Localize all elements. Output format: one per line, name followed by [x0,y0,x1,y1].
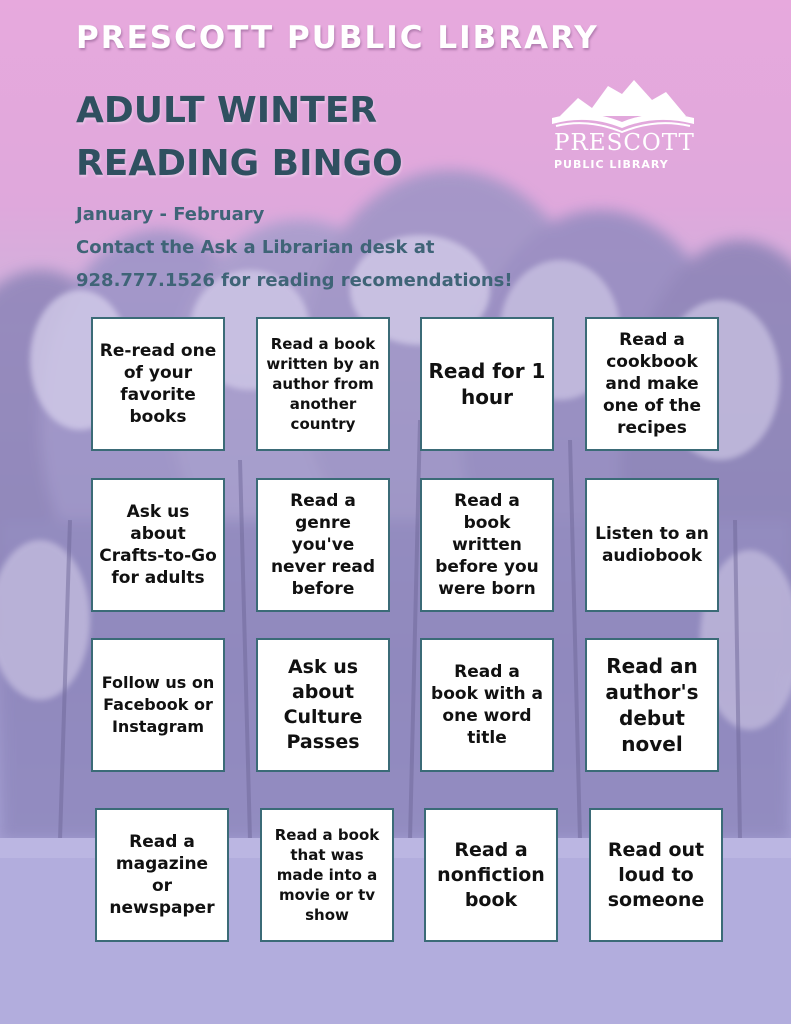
bingo-square[interactable] [260,808,394,942]
bingo-square[interactable] [91,317,225,451]
logo-name: PRESCOTT [554,130,695,156]
bingo-square[interactable] [420,638,554,772]
bingo-square[interactable] [256,478,390,612]
bingo-square-label: Read a cookbook and make one of the recipes [603,330,701,438]
bingo-square-label: Re-read one of your favorite books [99,341,217,427]
bingo-square[interactable] [420,478,554,612]
bingo-square-label: Read a genre you've never read before [270,491,376,599]
bingo-square[interactable] [256,638,390,772]
bingo-square[interactable] [256,317,390,451]
title-line-1: ADULT WINTER [76,90,378,131]
bingo-square-label: Read a nonfiction book [437,838,545,911]
bingo-square-label: Read for 1 hour [428,359,546,409]
bingo-square[interactable] [420,317,554,451]
library-logo [548,78,698,178]
bingo-square-label: Listen to an audiobook [595,524,709,566]
bingo-square[interactable] [91,478,225,612]
bingo-square[interactable] [585,317,719,451]
bingo-square[interactable] [589,808,723,942]
bingo-square-label: Read an author's debut novel [605,654,699,756]
open-book-mountain-icon [548,78,698,134]
library-name-header: PRESCOTT PUBLIC LIBRARY [76,20,599,56]
bingo-square-label: Follow us on Facebook or Instagram [101,673,215,736]
bingo-square[interactable] [585,638,719,772]
bingo-square-label: Ask us about Crafts-to-Go for adults [99,502,217,588]
bingo-square-label: Read a book written by an author from another country [266,335,380,433]
title-line-2: READING BINGO [76,143,403,184]
logo-subtitle: PUBLIC LIBRARY [554,158,669,171]
bingo-square-label: Read a magazine or newspaper [109,832,215,918]
bingo-square-label: Ask us about Culture Passes [283,656,363,753]
bingo-square-label: Read a book with a one word title [431,662,543,748]
bingo-square[interactable] [91,638,225,772]
bingo-square-label: Read a book written before you were born [435,491,539,599]
bingo-square-label: Read out loud to someone [607,838,705,911]
bingo-square-label: Read a book that was made into a movie or tv show [274,826,380,924]
date-range: January - February [76,204,265,225]
info-block [76,198,596,297]
bingo-square[interactable] [95,808,229,942]
contact-line-2: 928.777.1526 for reading recomendations! [76,270,513,291]
contact-line-1: Contact the Ask a Librarian desk at [76,237,435,258]
bingo-square[interactable] [585,478,719,612]
page-title [76,84,496,190]
bingo-square[interactable] [424,808,558,942]
